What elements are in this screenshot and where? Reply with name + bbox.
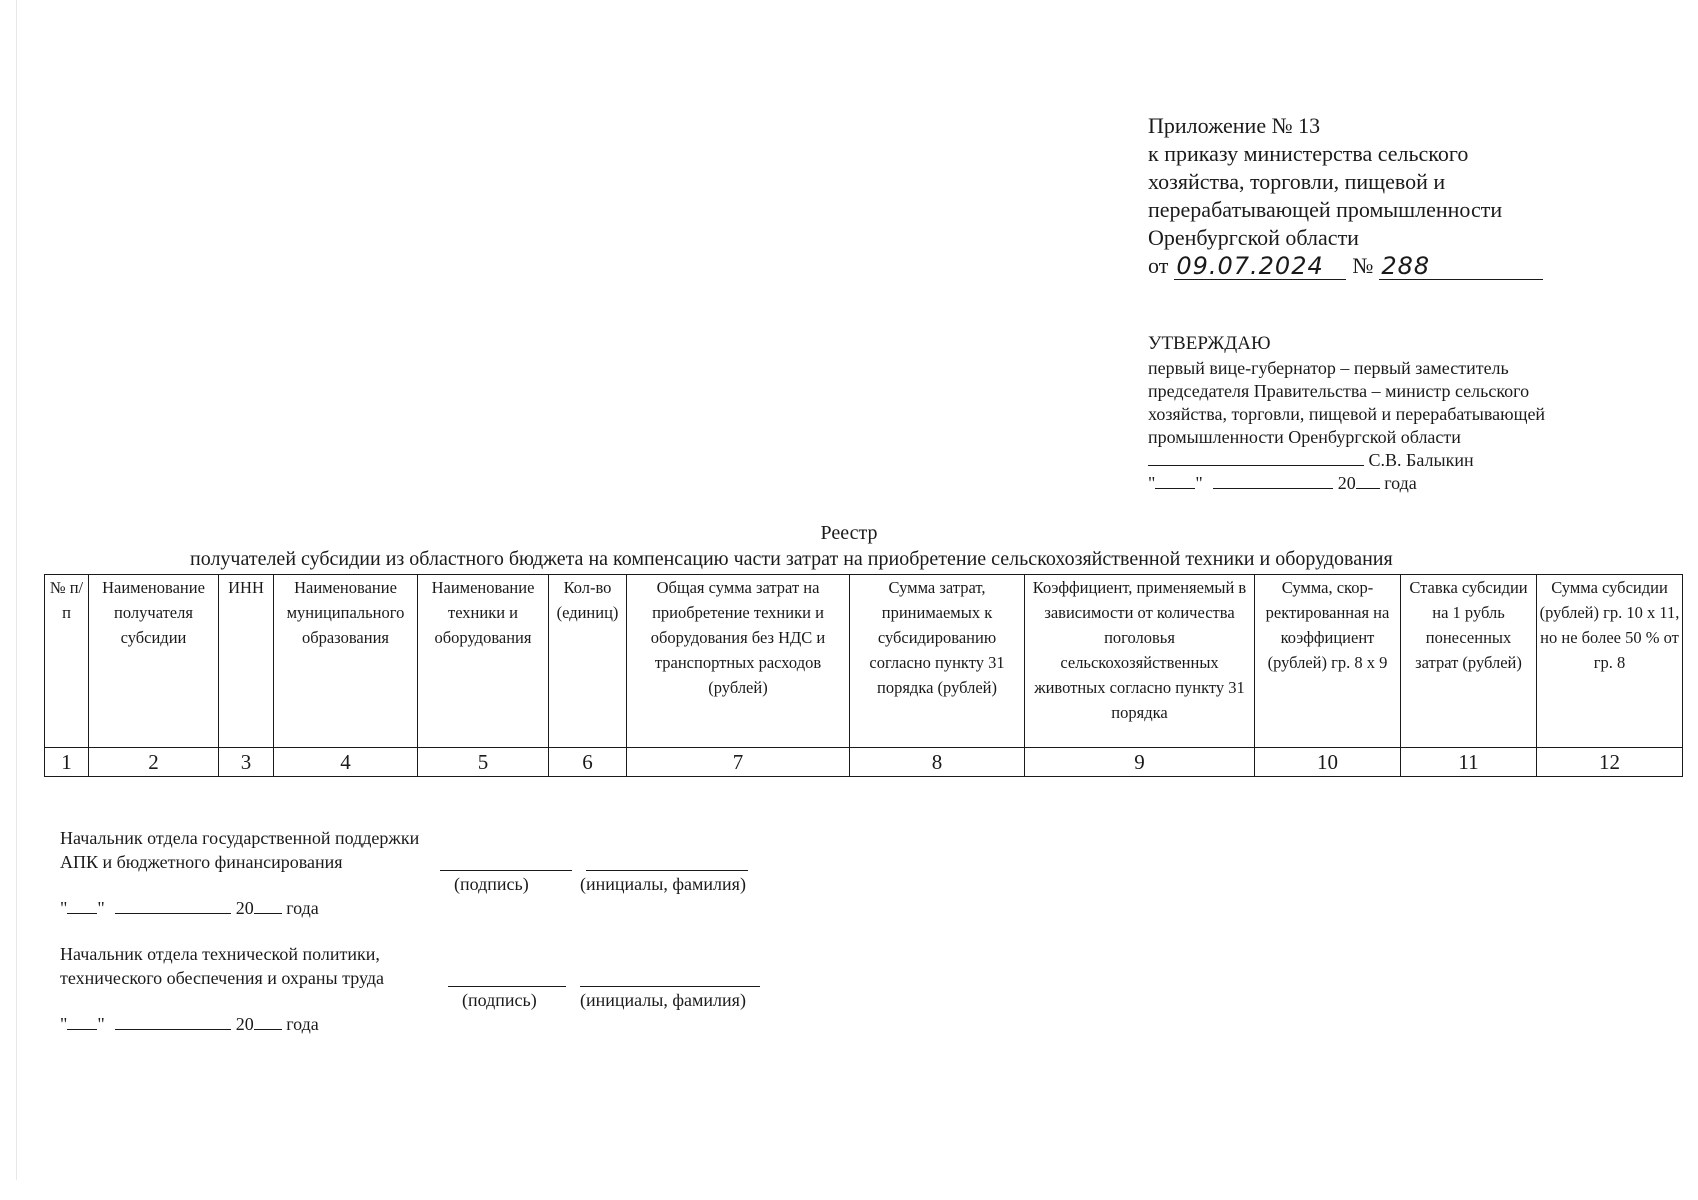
signature-1-name-line	[586, 870, 748, 871]
column-number: 5	[418, 748, 549, 777]
signature-1-sign-caption: (подпись)	[454, 874, 529, 894]
signature-1-date-row	[60, 896, 319, 920]
column-number: 9	[1025, 748, 1255, 777]
column-number: 10	[1255, 748, 1401, 777]
approval-line-2: председателя Правительства – министр сельского	[1148, 381, 1530, 401]
from-label: от	[1148, 253, 1169, 278]
quote-open: "	[60, 898, 68, 918]
col-header-subsidy-sum: Сумма субсидии (рублей) гр. 10 х 11, но не более 50 % от гр. 8	[1537, 575, 1683, 748]
signature-line	[1148, 449, 1364, 466]
col-header-inn: ИНН	[219, 575, 274, 748]
annex-block	[1148, 112, 1543, 280]
column-number: 8	[850, 748, 1025, 777]
month-blank	[115, 1013, 231, 1030]
quote-close: "	[1195, 473, 1203, 493]
signature-2-sign-caption: (подпись)	[462, 990, 537, 1010]
column-number: 12	[1537, 748, 1683, 777]
column-number: 3	[219, 748, 274, 777]
approval-line-3: хозяйства, торговли, пищевой и перерабатывающей	[1148, 404, 1546, 424]
signature-1-line-1: Начальник отдела государственной поддержки	[60, 828, 420, 848]
signature-2-sign-line	[448, 986, 566, 987]
register-table	[44, 574, 1683, 777]
approval-signer-row	[1148, 449, 1545, 472]
quote-open: "	[1148, 473, 1156, 493]
year-prefix: 20	[235, 898, 254, 918]
quote-close: "	[97, 898, 105, 918]
signature-block-1	[60, 826, 419, 874]
col-header-coefficient: Коэффициент, применяемый в зависимости от количества поголовья сельскохозяйственных животных согласно пункту 31 порядка	[1025, 575, 1255, 748]
approval-line-1: первый вице-губернатор – первый заместитель	[1148, 358, 1509, 378]
col-header-subsidized-cost: Сумма затрат, принимаемых к субсидированию согласно пункту 31 порядка (рублей)	[850, 575, 1025, 748]
col-header-total-cost: Общая сумма затрат на приобретение техники и оборудования без НДС и транспортных расходов (рублей)	[627, 575, 850, 748]
day-blank	[1155, 472, 1195, 489]
annex-line-3: хозяйства, торговли, пищевой и	[1148, 169, 1446, 194]
col-header-municipality: Наименование муниципального образования	[274, 575, 418, 748]
column-number: 4	[274, 748, 418, 777]
year-blank	[254, 897, 282, 914]
column-number: 2	[89, 748, 219, 777]
signature-1-line-2: АПК и бюджетного финансирования	[60, 852, 343, 872]
column-number-row	[45, 748, 1683, 777]
annex-line-5: Оренбургской области	[1148, 225, 1359, 250]
signature-block-2	[60, 942, 384, 990]
day-blank	[67, 1013, 97, 1030]
year-suffix: года	[286, 898, 319, 918]
handwritten-number: 288	[1379, 253, 1543, 280]
col-header-equipment: Наименование техники и оборудования	[418, 575, 549, 748]
annex-line-4: перерабатывающей промышленности	[1148, 197, 1503, 222]
quote-open: "	[60, 1014, 68, 1034]
register-subtitle: получателей субсидии из областного бюджета на компенсацию части затрат на приобретение сельскохозяйственной техники и оборудования	[190, 548, 1393, 570]
approval-signer: С.В. Балыкин	[1368, 450, 1474, 470]
col-header-adjusted-sum: Сумма, скор-ректированная на коэффициент (рублей) гр. 8 х 9	[1255, 575, 1401, 748]
approval-line-4: промышленности Оренбургской области	[1148, 427, 1461, 447]
year-prefix: 20	[1337, 473, 1356, 493]
annex-date-row	[1148, 252, 1543, 280]
signature-1-sign-line	[440, 870, 572, 871]
year-prefix: 20	[235, 1014, 254, 1034]
month-blank	[115, 897, 231, 914]
year-blank	[1356, 472, 1380, 489]
col-header-quantity: Кол-во (единиц)	[549, 575, 627, 748]
signature-2-date-row	[60, 1012, 319, 1036]
approval-heading: УТВЕРЖДАЮ	[1148, 333, 1271, 354]
month-blank	[1213, 472, 1333, 489]
approval-date-row	[1148, 472, 1545, 495]
column-number: 6	[549, 748, 627, 777]
approval-block	[1148, 332, 1545, 495]
quote-close: "	[97, 1014, 105, 1034]
signature-2-name-caption: (инициалы, фамилия)	[580, 990, 746, 1010]
column-number: 11	[1401, 748, 1537, 777]
handwritten-date: 09.07.2024	[1174, 253, 1346, 280]
col-header-recipient: Наименование получателя субсидии	[89, 575, 219, 748]
annex-line-2: к приказу министерства сельского	[1148, 141, 1469, 166]
signature-2-line-1: Начальник отдела технической политики,	[60, 944, 380, 964]
signature-2-name-line	[580, 986, 760, 987]
scan-edge-line	[16, 0, 17, 1180]
register-title: Реестр	[820, 522, 878, 544]
number-label: №	[1352, 253, 1374, 278]
year-blank	[254, 1013, 282, 1030]
day-blank	[67, 897, 97, 914]
header-row	[45, 575, 1683, 748]
col-header-rate: Ставка субсидии на 1 рубль понесенных затрат (рублей)	[1401, 575, 1537, 748]
column-number: 1	[45, 748, 89, 777]
year-suffix: года	[286, 1014, 319, 1034]
signature-1-name-caption: (инициалы, фамилия)	[580, 874, 746, 894]
col-header-number: № п/п	[45, 575, 89, 748]
annex-line-1: Приложение № 13	[1148, 113, 1321, 138]
signature-2-line-2: технического обеспечения и охраны труда	[60, 968, 384, 988]
column-number: 7	[627, 748, 850, 777]
year-suffix: года	[1384, 473, 1417, 493]
